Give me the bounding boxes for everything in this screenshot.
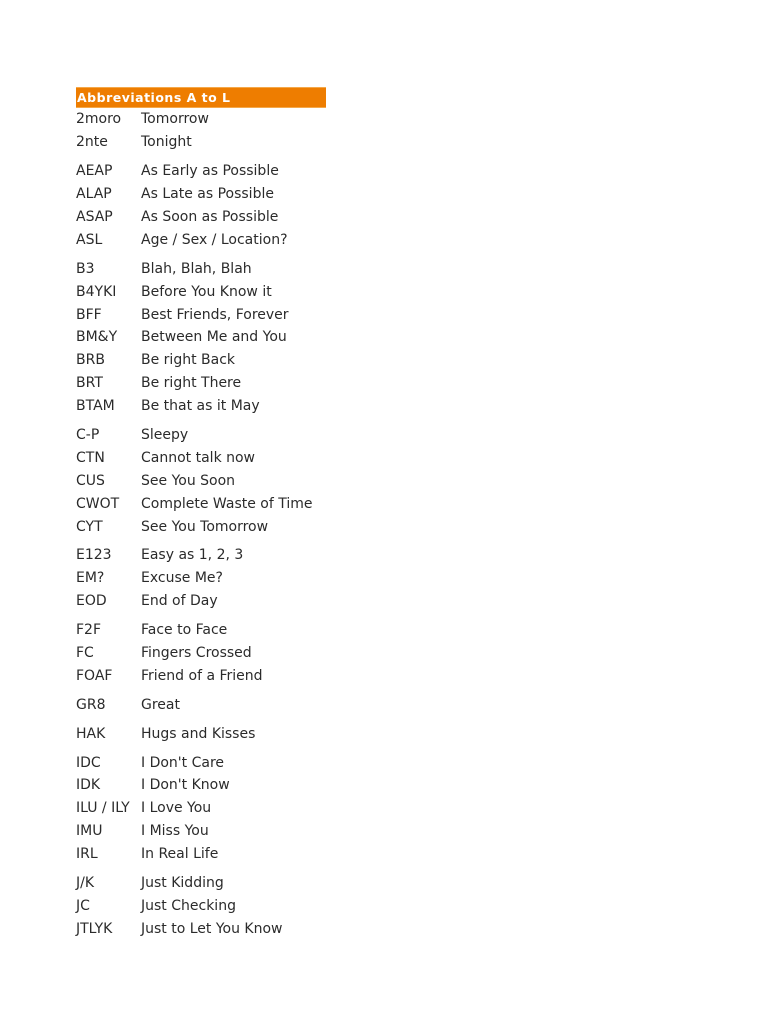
letter-group [76,751,326,865]
meaning-cell: Friend of a Friend [141,667,263,684]
abbreviation-cell: IMU [76,823,103,840]
abbreviation-cell: HAK [76,725,106,742]
abbreviation-row [76,206,326,229]
abbreviation-cell: BTAM [76,398,115,415]
meaning-cell: Hugs and Kisses [141,725,256,742]
abbreviation-row [76,131,326,154]
abbreviation-cell: IRL [76,846,98,863]
meaning-cell: Easy as 1, 2, 3 [141,547,244,564]
letter-group [76,619,326,688]
abbreviation-row [76,619,326,642]
meaning-cell: Age / Sex / Location? [141,231,288,248]
abbreviation-cell: IDK [76,777,101,794]
abbreviation-row [76,917,326,940]
letter-group [76,424,326,538]
abbreviation-row [76,843,326,866]
meaning-cell: Just Checking [141,897,236,914]
abbreviation-cell: EM? [76,570,105,587]
abbreviation-cell: FC [76,645,94,662]
abbreviation-cell: IDC [76,754,101,771]
meaning-cell: Blah, Blah, Blah [141,260,252,277]
meaning-cell: Fingers Crossed [141,645,252,662]
abbreviation-cell: BM&Y [76,329,118,346]
abbreviation-row [76,280,326,303]
abbreviation-row [76,228,326,251]
letter-group [76,544,326,613]
abbreviation-row [76,303,326,326]
meaning-cell: As Late as Possible [141,186,274,203]
abbreviation-row [76,751,326,774]
abbreviation-row [76,160,326,183]
abbreviation-cell: B4YKI [76,283,117,300]
abbreviation-list [76,108,326,940]
meaning-cell: Excuse Me? [141,570,223,587]
letter-group [76,722,326,745]
abbreviation-row [76,349,326,372]
meaning-cell: Great [141,696,180,713]
abbreviation-row [76,820,326,843]
abbreviation-row [76,492,326,515]
meaning-cell: Before You Know it [141,283,272,300]
section-header [76,87,326,108]
abbreviation-cell: EOD [76,593,107,610]
abbreviation-cell: CYT [76,518,103,535]
abbreviation-row [76,326,326,349]
abbreviation-row [76,544,326,567]
abbreviation-row [76,590,326,613]
abbreviation-row [76,872,326,895]
abbreviation-cell: BRB [76,352,105,369]
abbreviation-cell: GR8 [76,696,106,713]
meaning-cell: I Don't Care [141,754,225,771]
abbreviation-cell: CTN [76,449,105,466]
meaning-cell: Tomorrow [141,111,209,128]
abbreviation-cell: AEAP [76,163,113,180]
meaning-cell: See You Soon [141,472,236,489]
abbreviation-cell: ALAP [76,186,112,203]
abbreviation-row [76,446,326,469]
abbreviation-row [76,424,326,447]
abbreviation-cell: 2nte [76,134,108,151]
meaning-cell: Be that as it May [141,398,260,415]
letter-group [76,693,326,716]
meaning-cell: Best Friends, Forever [141,306,289,323]
abbreviation-cell: BRT [76,375,103,392]
abbreviation-row [76,183,326,206]
abbreviation-row [76,774,326,797]
meaning-cell: See You Tomorrow [141,518,269,535]
abbreviation-row [76,895,326,918]
meaning-cell: Just Kidding [141,875,224,892]
meaning-cell: Be right There [141,375,242,392]
meaning-cell: I Don't Know [141,777,230,794]
abbreviation-row [76,664,326,687]
abbreviation-cell: ILU / ILY [76,800,130,817]
abbreviation-cell: C-P [76,427,100,444]
abbreviation-row [76,469,326,492]
abbreviation-row [76,395,326,418]
meaning-cell: Just to Let You Know [141,920,283,937]
abbreviation-row [76,642,326,665]
abbreviation-row [76,722,326,745]
letter-group [76,160,326,252]
letter-group [76,872,326,941]
abbreviation-row [76,372,326,395]
abbreviation-cell: FOAF [76,667,113,684]
meaning-cell: End of Day [141,593,218,610]
abbreviation-sheet [76,87,326,940]
letter-group [76,257,326,417]
abbreviation-cell: 2moro [76,111,122,128]
abbreviation-cell: E123 [76,547,112,564]
abbreviation-row [76,257,326,280]
meaning-cell: Between Me and You [141,329,287,346]
abbreviation-cell: J/K [76,875,95,892]
meaning-cell: Complete Waste of Time [141,495,313,512]
meaning-cell: Face to Face [141,622,228,639]
abbreviation-cell: JTLYK [76,920,113,937]
abbreviation-row [76,797,326,820]
abbreviation-row [76,567,326,590]
abbreviation-cell: CWOT [76,495,120,512]
abbreviation-cell: ASAP [76,209,113,225]
meaning-cell: As Early as Possible [141,163,279,180]
abbreviation-cell: BFF [76,306,102,323]
abbreviation-cell: CUS [76,472,105,489]
letter-group [76,108,326,154]
abbreviation-cell: JC [76,897,90,914]
abbreviation-cell: F2F [76,622,102,639]
abbreviation-row [76,515,326,538]
abbreviation-row [76,693,326,716]
section-title: Abbreviations A to L [77,90,231,105]
meaning-cell: Tonight [141,134,192,151]
meaning-cell: Sleepy [141,427,189,444]
meaning-cell: Be right Back [141,352,236,369]
abbreviation-row [76,108,326,131]
meaning-cell: As Soon as Possible [141,209,279,225]
meaning-cell: Cannot talk now [141,449,256,466]
meaning-cell: In Real Life [141,846,219,863]
meaning-cell: I Miss You [141,823,209,840]
meaning-cell: I Love You [141,800,212,817]
abbreviation-cell: ASL [76,231,103,248]
abbreviation-cell: B3 [76,260,95,277]
